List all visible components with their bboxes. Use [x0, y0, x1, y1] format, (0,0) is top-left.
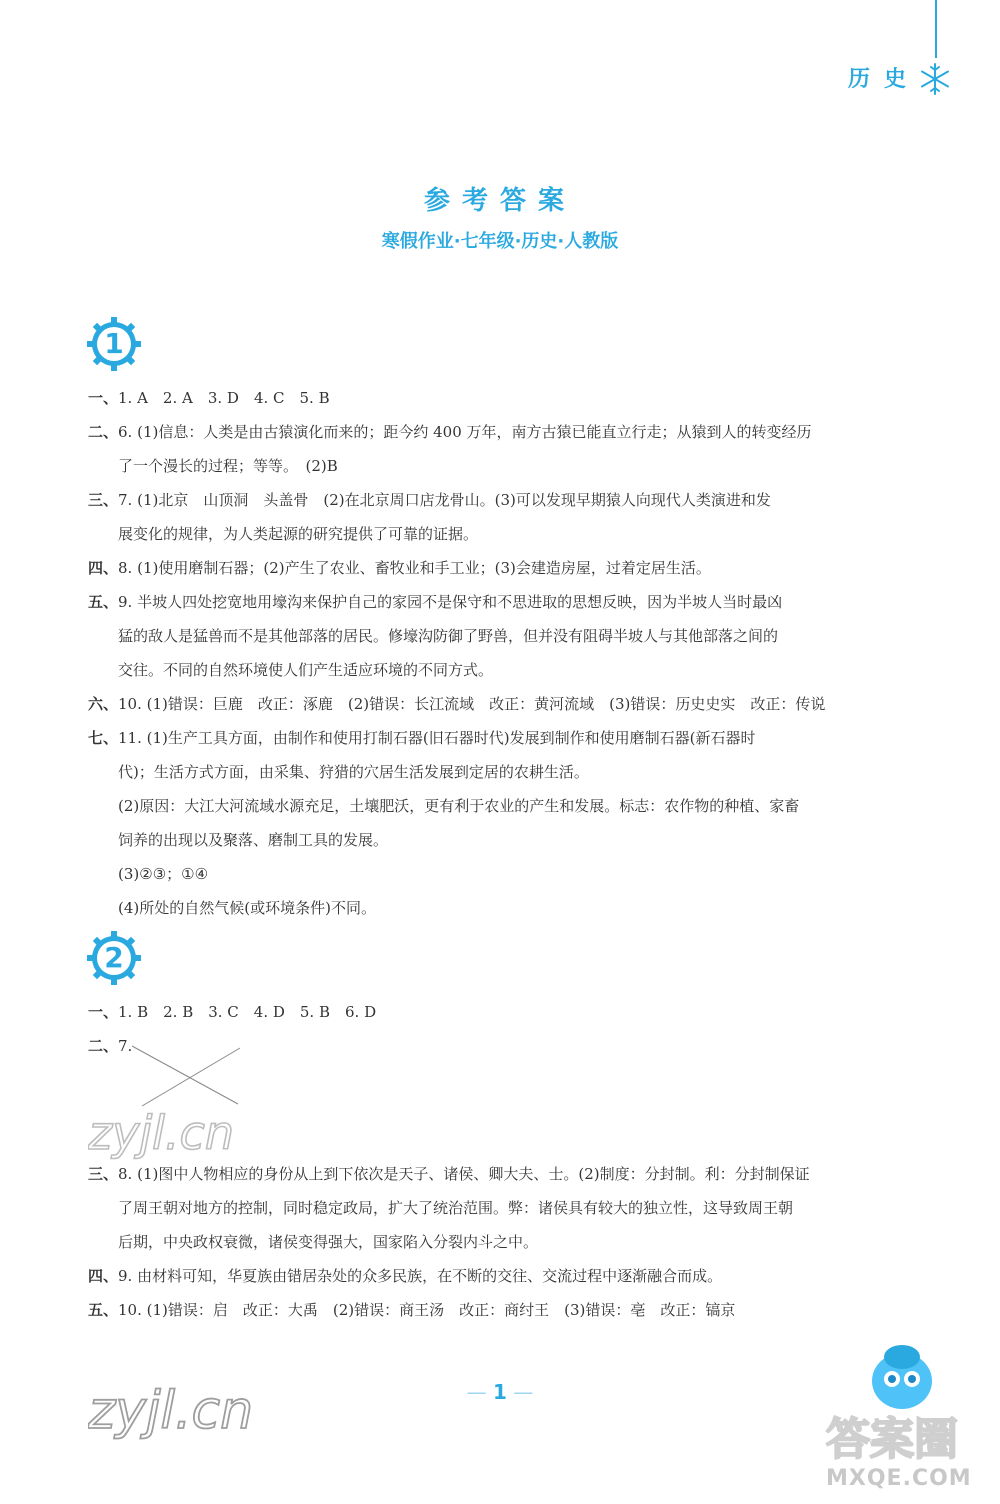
page-title: 参考答案: [423, 186, 576, 216]
answer-line: 四、9. 由材料可知，华夏族由错居杂处的众多民族，在不断的交往、交流过程中逐渐融合而成。: [88, 1267, 723, 1285]
answer-line: 二、7.: [88, 1037, 133, 1055]
section-badge-2: [86, 930, 142, 986]
answer-line: 二、6. (1)信息：人类是由古猿演化而来的；距今约 400 万年，南方古猿已能直立行走；从猿到人的转变经历: [88, 423, 812, 441]
page-number: — 1 —: [466, 1380, 534, 1404]
svg-text:zyjl.cn: zyjl.cn: [88, 1381, 254, 1440]
site-logo: [822, 1408, 994, 1466]
watermark-logo: [88, 1105, 288, 1161]
top-line: [935, 0, 937, 58]
section-badge-1: [86, 316, 142, 372]
answer-line: 一、1. A 2. A 3. D 4. C 5. B: [88, 389, 330, 407]
answer-line: 三、7. (1)北京 山顶洞 头盖骨 (2)在北京周口店龙骨山。(3)可以发现早期猿人向现代人类演进和发: [88, 491, 771, 509]
answer-line: 后期，中央政权衰微，诸侯变得强大，国家陷入分裂内斗之中。: [118, 1233, 539, 1251]
snowflake-icon: [918, 62, 952, 96]
answer-line: 五、10. (1)错误：启 改正：大禹 (2)错误：商王汤 改正：商纣王 (3)错误：亳 改正：镐京: [88, 1301, 736, 1319]
answer-line: (2)原因：大江大河流域水源充足，土壤肥沃，更有利于农业的产生和发展。标志：农作物的种植、家畜: [118, 797, 800, 815]
section-number: 1: [104, 327, 124, 360]
answer-line: 猛的敌人是猛兽而不是其他部落的居民。修壕沟防御了野兽，但并没有阻碍半坡人与其他部落之间的: [118, 627, 779, 645]
answer-line: 七、11. (1)生产工具方面，由制作和使用打制石器(旧石器时代)发展到制作和使用磨制石器(新石器时: [88, 729, 756, 747]
answer-line: 了周王朝对地方的控制，同时稳定政局，扩大了统治范围。弊：诸侯具有较大的独立性，这导致周王朝: [118, 1199, 794, 1217]
matching-lines-diagram: [128, 1040, 248, 1110]
answer-line: 饲养的出现以及聚落、磨制工具的发展。: [118, 831, 389, 849]
answer-line: 四、8. (1)使用磨制石器；(2)产生了农业、畜牧业和手工业；(3)会建造房屋，过着定居生活。: [88, 559, 711, 577]
answer-line: 六、10. (1)错误：巨鹿 改正：涿鹿 (2)错误：长江流域 改正：黄河流域 (3)错误：历史史实 改正：传说: [88, 695, 826, 713]
answer-line: 了一个漫长的过程；等等。 (2)B: [118, 457, 338, 475]
page-subtitle: 寒假作业·七年级·历史·人教版: [381, 231, 619, 252]
svg-text:答案圈: 答案圈: [826, 1414, 958, 1465]
svg-text:zyjl.cn: zyjl.cn: [88, 1106, 234, 1160]
answer-line: 三、8. (1)图中人物相应的身份从上到下依次是天子、诸侯、卿大夫、士。(2)制度：分封制。利：分封制保证: [88, 1165, 810, 1183]
answer-line: 一、1. B 2. B 3. C 4. D 5. B 6. D: [88, 1003, 377, 1021]
answer-line: 展变化的规律，为人类起源的研究提供了可靠的证据。: [118, 525, 479, 543]
mascot-icon: [862, 1335, 942, 1415]
answer-line: 交往。不同的自然环境使人们产生适应环境的不同方式。: [118, 661, 494, 679]
answer-line: (3)②③；①④: [118, 865, 209, 883]
answer-line: 代)；生活方式方面，由采集、狩猎的穴居生活发展到定居的农耕生活。: [118, 763, 589, 781]
site-logo-icon: [822, 1408, 994, 1466]
subject-label: 历史: [847, 67, 920, 92]
section-number: 2: [104, 941, 124, 974]
answer-line: 五、9. 半坡人四处挖宽地用壕沟来保护自己的家园不是保守和不思进取的思想反映，因为半坡人当时最凶: [88, 593, 783, 611]
answer-line: (4)所处的自然气候(或环境条件)不同。: [118, 899, 376, 917]
site-url: MXQE.COM: [826, 1466, 972, 1491]
